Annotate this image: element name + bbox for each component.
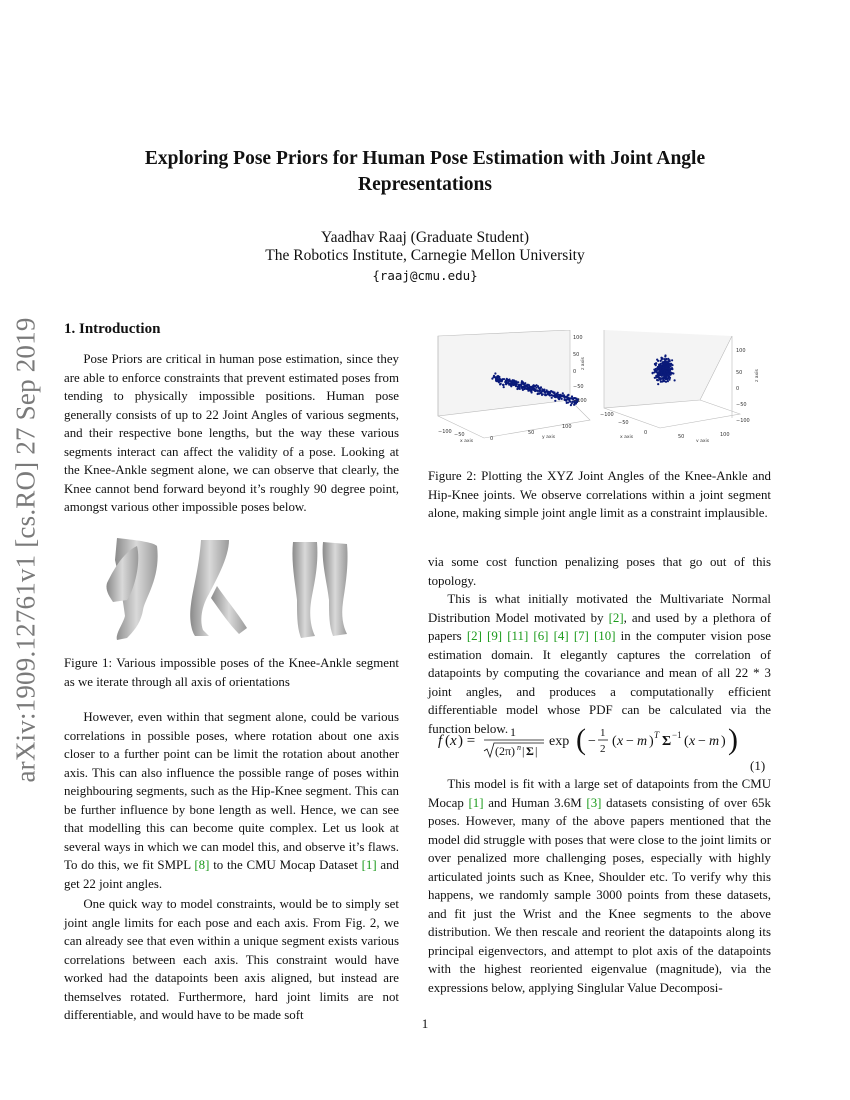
- scatter-point: [493, 376, 495, 378]
- leg-render-3: [292, 542, 347, 638]
- plot1-axis-label: y axis: [542, 435, 556, 440]
- svg-text:m: m: [709, 734, 720, 749]
- scatter-point: [510, 381, 512, 383]
- citation-link[interactable]: [2]: [466, 629, 482, 643]
- svg-text:n: n: [517, 743, 521, 752]
- plot2-axis-label: y axis: [696, 439, 710, 442]
- svg-text:): ): [649, 734, 654, 749]
- scatter-point: [654, 377, 656, 379]
- scatter-point: [507, 380, 509, 382]
- scatter-point: [657, 379, 659, 381]
- scatter-point: [664, 354, 666, 356]
- svg-text:): ): [728, 725, 738, 756]
- svg-text:2: 2: [600, 743, 606, 755]
- intro-p1-text: Pose Priors are critical in human pose estimation, since they are able to enforce constraints that prevent estimated poses from tending to physically impossible positions. Human pose generally consists of up to 22 Joint Angles of various segments, and their respective bone lengths, but the way these various segments interact can affect the validity of a pose. Looking at the Knee-Ankle segment alone, we can observe that clearly, the Knee cannot bend forward beyond it’s roughly 90 degree point, amongst various other impossible poses below.: [64, 352, 399, 514]
- leg-render-1: [106, 538, 157, 640]
- scatter-point: [543, 389, 545, 391]
- scatter-point: [521, 383, 523, 385]
- intro-paragraph-2: [64, 708, 399, 1025]
- figure-1-image: [105, 538, 375, 643]
- svg-text:−1: −1: [672, 730, 682, 740]
- scatter-point: [509, 383, 511, 385]
- scatter-point: [663, 364, 665, 366]
- scatter-point: [533, 386, 535, 388]
- svg-text:−: −: [698, 734, 706, 749]
- paper-title: [100, 146, 750, 198]
- scatter-point: [669, 377, 671, 379]
- scatter-point: [664, 358, 666, 360]
- plot2-tick: −100: [736, 418, 750, 424]
- citation-link[interactable]: [4]: [553, 629, 569, 643]
- citation-link[interactable]: [11]: [507, 629, 529, 643]
- section-heading: [64, 321, 399, 338]
- scatter-point: [517, 386, 519, 388]
- scatter-point: [514, 382, 516, 384]
- scatter-point: [660, 360, 662, 362]
- scatter-point: [503, 378, 505, 380]
- plot1-axis-label: z axis: [581, 357, 586, 370]
- svg-text:|: |: [535, 744, 538, 758]
- scatter-point: [668, 369, 670, 371]
- scatter-plot-hip-knee: [600, 330, 770, 442]
- scatter-point: [519, 388, 521, 390]
- section-heading-text: 1. Introduction: [64, 321, 161, 337]
- scatter-point: [505, 383, 507, 385]
- scatter-point: [502, 384, 504, 386]
- scatter-point: [666, 370, 668, 372]
- scatter-point: [567, 401, 569, 403]
- scatter-point: [657, 383, 659, 385]
- citation-link[interactable]: [7]: [573, 629, 589, 643]
- scatter-point: [663, 377, 665, 379]
- scatter-point: [652, 372, 654, 374]
- plot1-tick: 100: [573, 335, 583, 341]
- svg-text:(2π): (2π): [495, 744, 516, 758]
- plot2-axis-label: z axis: [755, 369, 760, 382]
- scatter-point: [512, 380, 514, 382]
- scatter-point: [563, 394, 565, 396]
- figure-2-plot-right: [600, 330, 770, 442]
- title-line-1: Exploring Pose Priors for Human Pose Estimation with Joint Angle: [144, 148, 706, 169]
- scatter-point: [659, 379, 661, 381]
- svg-text:x: x: [689, 734, 696, 749]
- right-paragraphs: [428, 553, 771, 738]
- plot1-tick: −100: [573, 398, 587, 404]
- citation-link[interactable]: [1]: [361, 858, 377, 872]
- scatter-point: [553, 392, 555, 394]
- svg-text:−: −: [626, 734, 634, 749]
- equation-1: [428, 725, 771, 773]
- scatter-point: [549, 391, 551, 393]
- scatter-point: [665, 366, 667, 368]
- scatter-point: [659, 368, 661, 370]
- right-p2-text-b: , and used by a plethora of papers: [428, 610, 771, 643]
- svg-text:): ): [721, 734, 726, 749]
- leg-render-2: [190, 540, 247, 636]
- plot1-tick: 100: [562, 424, 572, 430]
- right-p1-text: via some cost function penalizing poses that go out of this topology.: [428, 555, 771, 588]
- citation-link[interactable]: [8]: [194, 858, 210, 872]
- svg-text:−: −: [588, 734, 596, 749]
- svg-text:(: (: [684, 734, 689, 749]
- arxiv-stamp: [6, 300, 46, 800]
- svg-text:(: (: [445, 733, 450, 749]
- scatter-point: [667, 360, 669, 362]
- svg-text:f: f: [438, 733, 443, 749]
- right-paragraph-3: [428, 775, 771, 997]
- scatter-point: [671, 359, 673, 361]
- scatter-point: [500, 383, 502, 385]
- right-p3-text-b: and Human 3.6M: [488, 795, 582, 810]
- plot2-tick: 50: [736, 370, 743, 376]
- svg-text:exp: exp: [549, 734, 570, 749]
- svg-text:T: T: [654, 730, 660, 740]
- scatter-point: [661, 375, 663, 377]
- svg-text:m: m: [637, 734, 648, 749]
- svg-text:Σ: Σ: [662, 734, 672, 749]
- scatter-point: [512, 384, 514, 386]
- scatter-point: [521, 380, 523, 382]
- scatter-point: [674, 379, 676, 381]
- figure-1-caption: Figure 1: Various impossible poses of the Knee-Ankle segment as we iterate through all axis of orientations: [64, 656, 399, 689]
- scatter-point: [540, 391, 542, 393]
- scatter-point: [667, 358, 669, 360]
- plot1-axis-label: x axis: [460, 439, 474, 442]
- plot2-tick: 0: [644, 430, 648, 436]
- scatter-point: [558, 396, 560, 398]
- scatter-point: [538, 390, 540, 392]
- plot2-tick: 100: [736, 348, 746, 354]
- scatter-point: [659, 365, 661, 367]
- scatter-point: [660, 372, 662, 374]
- scatter-point: [517, 381, 519, 383]
- svg-text:x: x: [617, 734, 624, 749]
- leg-renders: [105, 538, 375, 643]
- plot1-tick: −50: [573, 384, 584, 390]
- svg-text:Σ: Σ: [526, 744, 534, 758]
- citation-link[interactable]: [6]: [533, 629, 549, 643]
- author-affiliation: The Robotics Institute, Carnegie Mellon University: [265, 247, 585, 264]
- citation-link[interactable]: [10]: [594, 629, 616, 643]
- right-p2-text-c: in the computer vision pose estimation domain. It elegantly captures the correlation of datapoints by computing the covariance and mean of all 22 * 3 joint angles, and produces a computationally efficient differentiable model whose PDF can be calculated via the function below.: [428, 629, 771, 736]
- scatter-plot-knee-ankle: [432, 330, 592, 442]
- figure-2-caption: Figure 2: Plotting the XYZ Joint Angles of the Knee-Ankle and Hip-Knee joints. We observe correlations within a joint segment alone, making simple joint angle limit as a constraint implausible.: [428, 469, 771, 520]
- scatter-point: [661, 380, 663, 382]
- intro-p2-text-c: and get 22 joint angles.: [64, 858, 399, 891]
- right-p2-text-a: This is what initially motivated the Multivariate Normal Distribution Model motivated by: [428, 592, 771, 625]
- svg-text:|: |: [522, 744, 525, 758]
- svg-text:1: 1: [600, 727, 606, 739]
- scatter-point: [661, 357, 663, 359]
- scatter-point: [564, 398, 566, 400]
- scatter-point: [530, 386, 532, 388]
- citation-link[interactable]: [3]: [586, 795, 602, 810]
- scatter-point: [546, 390, 548, 392]
- scatter-point: [539, 387, 541, 389]
- scatter-point: [665, 363, 667, 365]
- intro-paragraph-1: [64, 350, 399, 517]
- scatter-point: [536, 390, 538, 392]
- scatter-point: [659, 374, 661, 376]
- scatter-point: [653, 369, 655, 371]
- title-line-2: Representations: [358, 174, 492, 195]
- scatter-point: [525, 388, 527, 390]
- scatter-point: [516, 388, 518, 390]
- scatter-point: [498, 376, 500, 378]
- scatter-point: [663, 371, 665, 373]
- svg-text:x: x: [450, 733, 457, 749]
- plot1-tick: 0: [573, 369, 577, 375]
- plot1-tick: 0: [490, 436, 494, 442]
- plot2-tick: −50: [618, 420, 629, 426]
- scatter-point: [544, 394, 546, 396]
- scatter-point: [671, 372, 673, 374]
- right-p3-text-a: This model is fit with a large set of datapoints from the CMU Mocap: [428, 777, 771, 810]
- scatter-point: [537, 393, 539, 395]
- plot1-tick: 50: [573, 352, 580, 358]
- scatter-point: [530, 391, 532, 393]
- scatter-point: [658, 372, 660, 374]
- scatter-point: [503, 386, 505, 388]
- plot2-tick: −100: [600, 412, 614, 418]
- plot2-tick: 0: [736, 386, 740, 392]
- scatter-point: [533, 389, 535, 391]
- author-email: {raaj@cmu.edu}: [372, 268, 478, 283]
- equation-number: (1): [750, 758, 766, 773]
- svg-text:) =: ) =: [458, 733, 476, 749]
- plot2-tick: 100: [720, 432, 730, 438]
- scatter-point: [535, 384, 537, 386]
- scatter-point: [568, 399, 570, 401]
- scatter-point: [662, 366, 664, 368]
- scatter-point: [523, 383, 525, 385]
- intro-p2-text-b: to the CMU Mocap Dataset: [213, 858, 358, 872]
- scatter-point: [501, 379, 503, 381]
- scatter-point: [554, 400, 556, 402]
- author-name: Yaadhav Raaj (Graduate Student): [320, 229, 530, 246]
- scatter-point: [658, 376, 660, 378]
- scatter-point: [541, 394, 543, 396]
- scatter-point: [544, 391, 546, 393]
- scatter-point: [521, 388, 523, 390]
- plot1-tick: −100: [438, 429, 452, 435]
- intro-p2-text-a: However, even within that segment alone, could be various correlations in possible poses, where rotation about one axis closer to a further point can be limit the rotation about another axis. This can also influence the possible range of poses within neighbouring segments, such as the Hip-Knee segment. This can be further influence by bone length as well. Hence, we can see that modelling this can become quite complex. Let us look at several ways in which we can model this, and observe it’s flaws. To do this, we fit SMPL: [64, 710, 399, 872]
- scatter-point: [665, 375, 667, 377]
- scatter-point: [527, 390, 529, 392]
- svg-text:1: 1: [510, 725, 516, 739]
- plot2-tick: −50: [736, 402, 747, 408]
- scatter-point: [496, 380, 498, 382]
- arxiv-stamp-text: arXiv:1909.12761v1 [cs.RO] 27 Sep 2019: [10, 317, 41, 783]
- scatter-point: [498, 381, 500, 383]
- plot1-tick: 50: [528, 430, 535, 436]
- svg-text:(: (: [612, 734, 617, 749]
- intro-p3-text: One quick way to model constraints, would be to simply set joint angle limits for each pose and each axis. From Fig. 2, we can already see that even within a unique segment exists various correlations between each axis. This constraint would have worked had the datapoints been axis aligned, but instead are themselves rotated. Furthermore, hard joint limits are not differentiable, and would have to be made soft: [64, 897, 399, 1022]
- citation-link[interactable]: [1]: [468, 795, 484, 810]
- citation-link[interactable]: [2]: [608, 610, 624, 625]
- scatter-point: [671, 364, 673, 366]
- scatter-point: [504, 381, 506, 383]
- scatter-point: [494, 372, 496, 374]
- right-p3-text-c: datasets consisting of over 65k poses. However, many of the above papers mentioned that the model did struggle with poses that were close to the joint limits or over penalized more challenging poses, especially with highly articulated joints such as Knee, Shoulder etc. To verify why this happens, we randomly sample 3000 points from these datasets, and fit just the Wrist and the Knee segments to the above distribution. We then rescale and reorient the datapoints along its principal eigenvectors, and attempt to plot axis of the datapoints with the highest reoriented eigenvalue (magnitude), via the expressions below, applying Singlular Value Decomposi-: [428, 795, 771, 995]
- scatter-point: [655, 362, 657, 364]
- page-number: 1: [421, 1016, 429, 1031]
- plot2-tick: 50: [678, 434, 685, 440]
- scatter-point: [670, 365, 672, 367]
- scatter-point: [566, 396, 568, 398]
- plot1-tick: −50: [454, 432, 465, 438]
- figure-2-plot-left: [432, 330, 592, 442]
- equation-render: [428, 725, 771, 773]
- plot2-axis-label: x axis: [620, 435, 634, 440]
- scatter-point: [562, 392, 564, 394]
- scatter-point: [567, 394, 569, 396]
- svg-text:(: (: [576, 725, 586, 756]
- scatter-point: [551, 397, 553, 399]
- scatter-point: [657, 360, 659, 362]
- citation-link[interactable]: [9]: [487, 629, 503, 643]
